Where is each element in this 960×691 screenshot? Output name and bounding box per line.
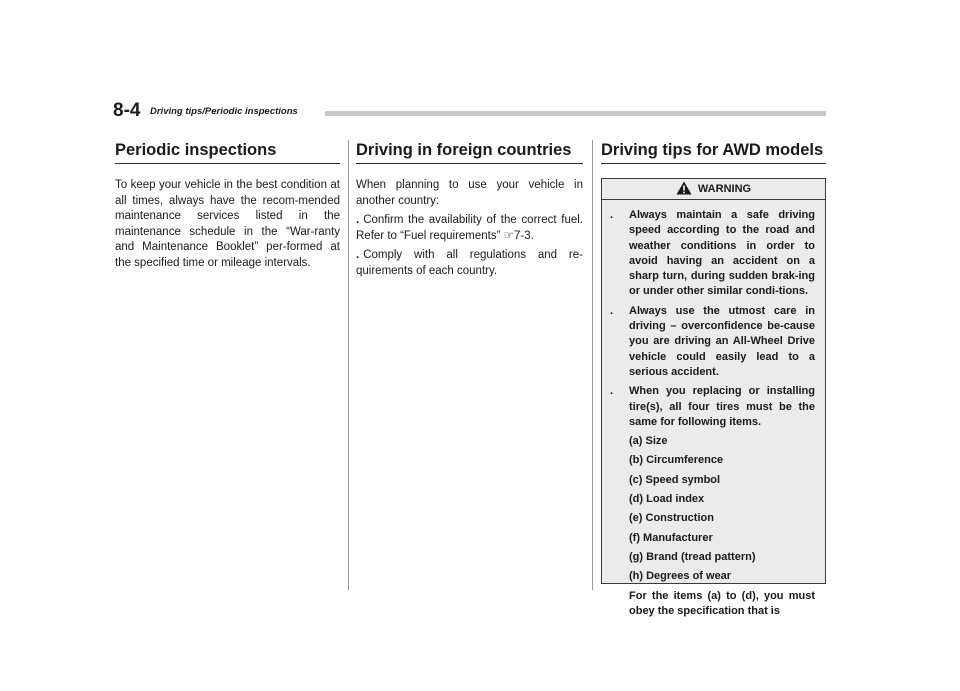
bullet-mark: . bbox=[610, 385, 614, 398]
page-number: 8-4 bbox=[113, 100, 141, 121]
tire-criteria-item: (f) Manufacturer bbox=[629, 531, 713, 544]
tire-closing-note: For the items (a) to (d), you must obey the specification that is bbox=[629, 589, 815, 617]
page-reference-icon: ☞ bbox=[503, 229, 514, 242]
page-header bbox=[113, 100, 826, 126]
column-awd-tips bbox=[601, 140, 826, 617]
header-section-title: Driving tips/Periodic inspections bbox=[150, 106, 298, 117]
tire-criteria-item: (a) Size bbox=[629, 435, 668, 448]
bullet-mark: . bbox=[356, 249, 360, 261]
column-periodic-inspections bbox=[115, 140, 340, 271]
foreign-countries-intro: When planning to use your vehicle in another country: bbox=[356, 179, 583, 207]
warning-item bbox=[610, 304, 815, 380]
bullet-mark: . bbox=[356, 214, 360, 226]
section-heading-foreign-countries: Driving in foreign countries bbox=[356, 140, 583, 164]
column-divider bbox=[592, 140, 593, 590]
tire-criteria-item: (c) Speed symbol bbox=[629, 473, 721, 486]
warning-header bbox=[602, 179, 825, 200]
periodic-inspections-body: To keep your vehicle in the best condition at all times, always have the recom-mended maintenance services listed in the maintenance schedule in the “War-ranty and Maintenance Booklet” per-formed at the specified time or mileage intervals. bbox=[115, 179, 340, 269]
warning-box bbox=[601, 178, 826, 617]
tire-criteria-item: (b) Circumference bbox=[629, 454, 724, 467]
column-divider bbox=[348, 140, 349, 590]
section-heading-awd-tips: Driving tips for AWD models bbox=[601, 140, 826, 164]
warning-list bbox=[602, 200, 825, 619]
header-rule bbox=[325, 111, 826, 116]
foreign-bullet-fuel bbox=[356, 213, 583, 244]
tire-criteria-item: (e) Construction bbox=[629, 512, 714, 525]
warning-item-text: Always maintain a safe driving speed according to the road and weather conditions in order to avoid having an accident on a sharp turn, during sudden brak-ing or under other similar condi-tions. bbox=[629, 209, 815, 298]
section-heading-periodic-inspections: Periodic inspections bbox=[115, 140, 340, 164]
warning-label: WARNING bbox=[697, 183, 752, 195]
warning-item-text: Always use the utmost care in driving – overconfidence be-cause you are driving an All-Wheel Drive vehicle could easily lead to a serious accident. bbox=[629, 304, 815, 378]
foreign-bullet-regulations bbox=[356, 248, 583, 279]
bullet-mark: . bbox=[610, 209, 614, 221]
warning-item bbox=[610, 208, 815, 300]
tire-criteria-item: (h) Degrees of wear bbox=[629, 570, 732, 583]
warning-item-text: When you replacing or installing tire(s), all four tires must be the same for following items. bbox=[629, 385, 815, 428]
tire-criteria-item: (g) Brand (tread pattern) bbox=[629, 550, 756, 563]
bullet-text: Confirm the availability of the correct fuel. Refer to “Fuel requirements” bbox=[356, 214, 583, 242]
page-reference: 7-3. bbox=[513, 229, 534, 242]
warning-item bbox=[610, 384, 815, 430]
column-foreign-countries bbox=[356, 140, 583, 279]
bullet-mark: . bbox=[610, 304, 614, 317]
bullet-text: Comply with all regulations and re-quirements of each country. bbox=[356, 249, 583, 277]
warning-triangle-icon bbox=[676, 181, 692, 195]
tire-criteria-item: (d) Load index bbox=[629, 493, 705, 506]
